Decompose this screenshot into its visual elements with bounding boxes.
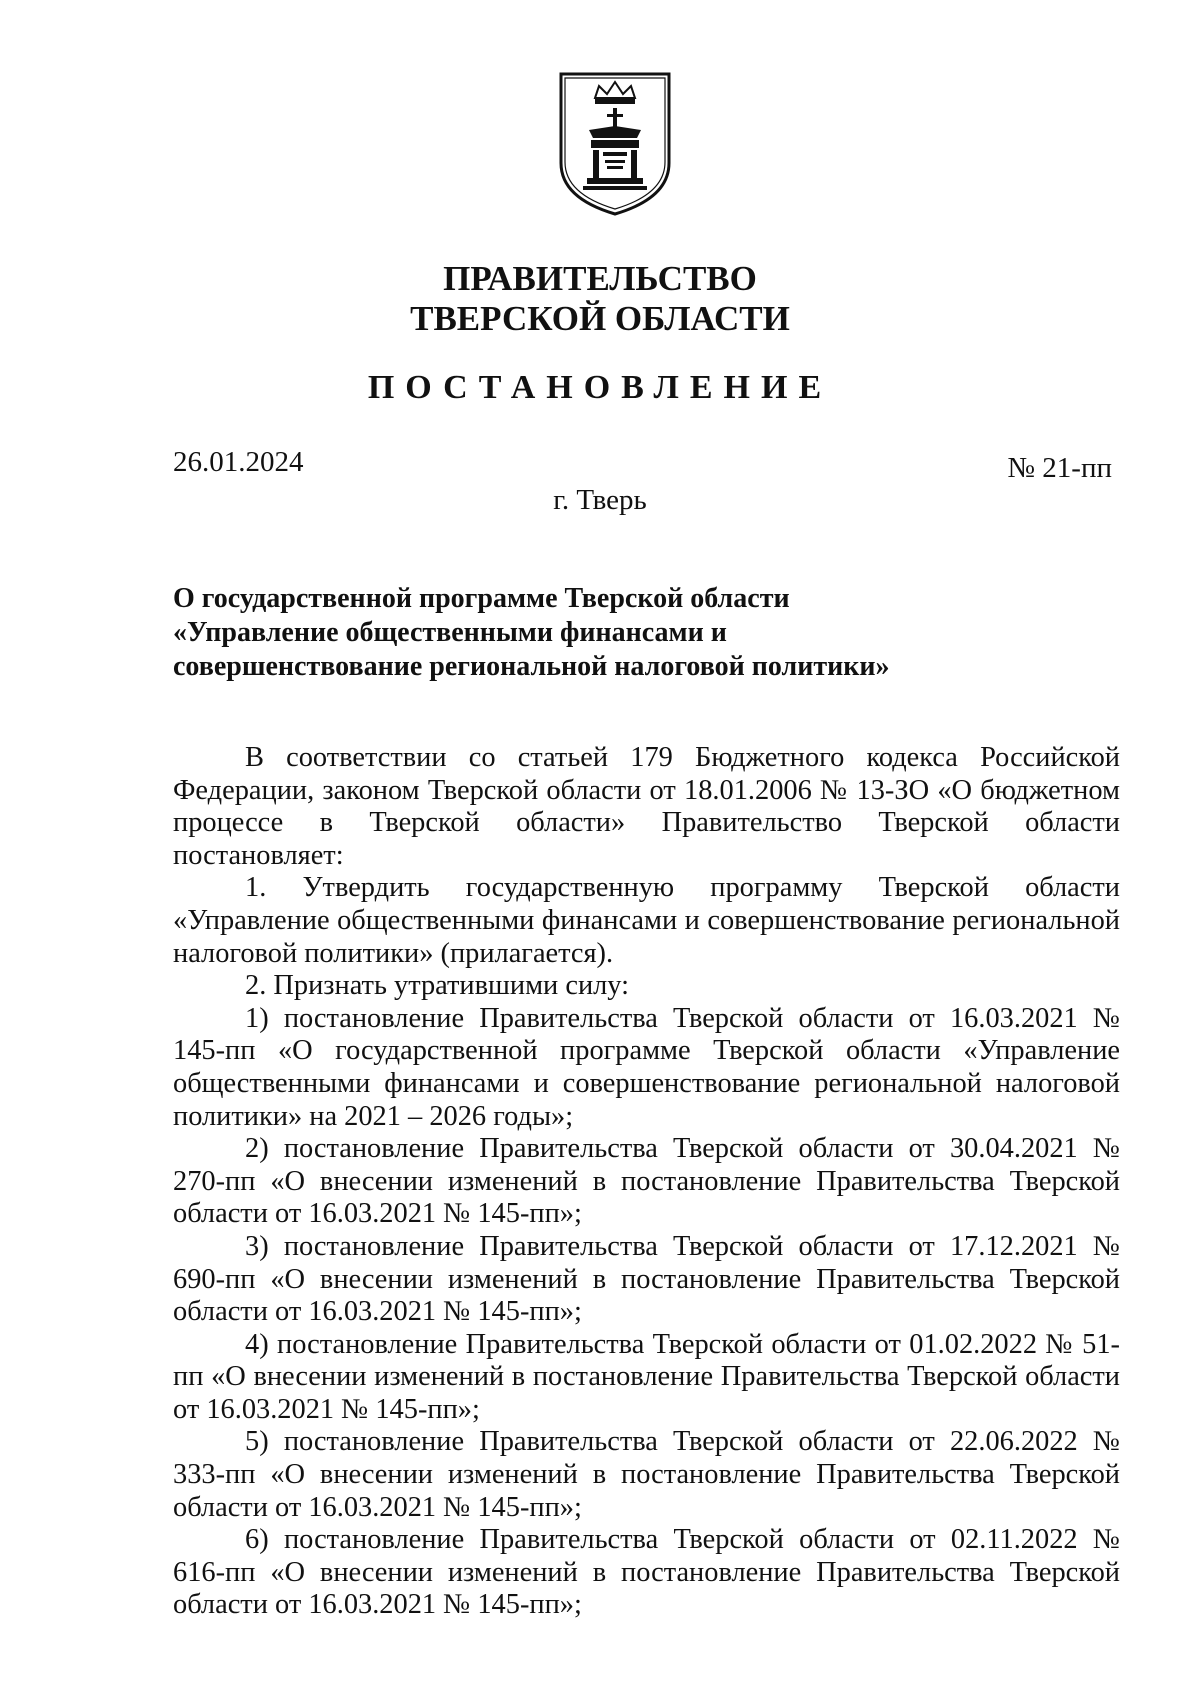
repealed-item: 5) постановление Правительства Тверской области от 22.06.2022 № 333-пп «О внесении изменений в постановление Правительства Тверской области от 16.03.2021 № 145-пп»;: [173, 1426, 1120, 1523]
document-city: г. Тверь: [553, 484, 647, 516]
clause-1: 1. Утвердить государственную программу Тверской области «Управление общественными финансами и совершенствование региональной налоговой политики» (прилагается).: [173, 872, 1120, 969]
document-type: ПОСТАНОВЛЕНИЕ: [367, 369, 833, 406]
title-line: совершенствование региональной налоговой политики»: [173, 651, 890, 682]
repealed-item: 6) постановление Правительства Тверской области от 02.11.2022 № 616-пп «О внесении изменений в постановление Правительства Тверской области от 16.03.2021 № 145-пп»;: [173, 1524, 1120, 1621]
repealed-item: 1) постановление Правительства Тверской области от 16.03.2021 № 145-пп «О государственной программе Тверской области «Управление общественными финансами и совершенствование региональной налоговой политики» на 2021 – 2026 годы»;: [173, 1002, 1120, 1132]
preamble-paragraph: В соответствии со статьей 179 Бюджетного кодекса Российской Федерации, законом Тверской области от 18.01.2006 № 13-ЗО «О бюджетном процессе в Тверской области» Правительство Тверской области постановляет:: [173, 742, 1120, 871]
clause-2: 2. Признать утратившими силу:: [245, 970, 630, 1002]
title-line: О государственной программе Тверской области: [173, 583, 790, 614]
organization-name-line1: ПРАВИТЕЛЬСТВО: [443, 259, 757, 298]
organization-name-line2: ТВЕРСКОЙ ОБЛАСТИ: [410, 299, 790, 338]
repealed-item: 3) постановление Правительства Тверской области от 17.12.2021 № 690-пп «О внесении изменений в постановление Правительства Тверской области от 16.03.2021 № 145-пп»;: [173, 1230, 1120, 1328]
document-body: [173, 742, 1120, 1622]
document-title: [173, 582, 1073, 684]
document-number: № 21-пп: [1007, 452, 1112, 484]
coat-of-arms-icon: [555, 68, 675, 218]
repealed-item: 2) постановление Правительства Тверской области от 30.04.2021 № 270-пп «О внесении изменений в постановление Правительства Тверской области от 16.03.2021 № 145-пп»;: [173, 1133, 1120, 1230]
title-line: «Управление общественными финансами и: [173, 617, 727, 648]
document-date: 26.01.2024: [173, 446, 304, 478]
repealed-item: 4) постановление Правительства Тверской области от 01.02.2022 № 51-пп «О внесении изменений в постановление Правительства Тверской области от 16.03.2021 № 145-пп»;: [173, 1328, 1120, 1425]
